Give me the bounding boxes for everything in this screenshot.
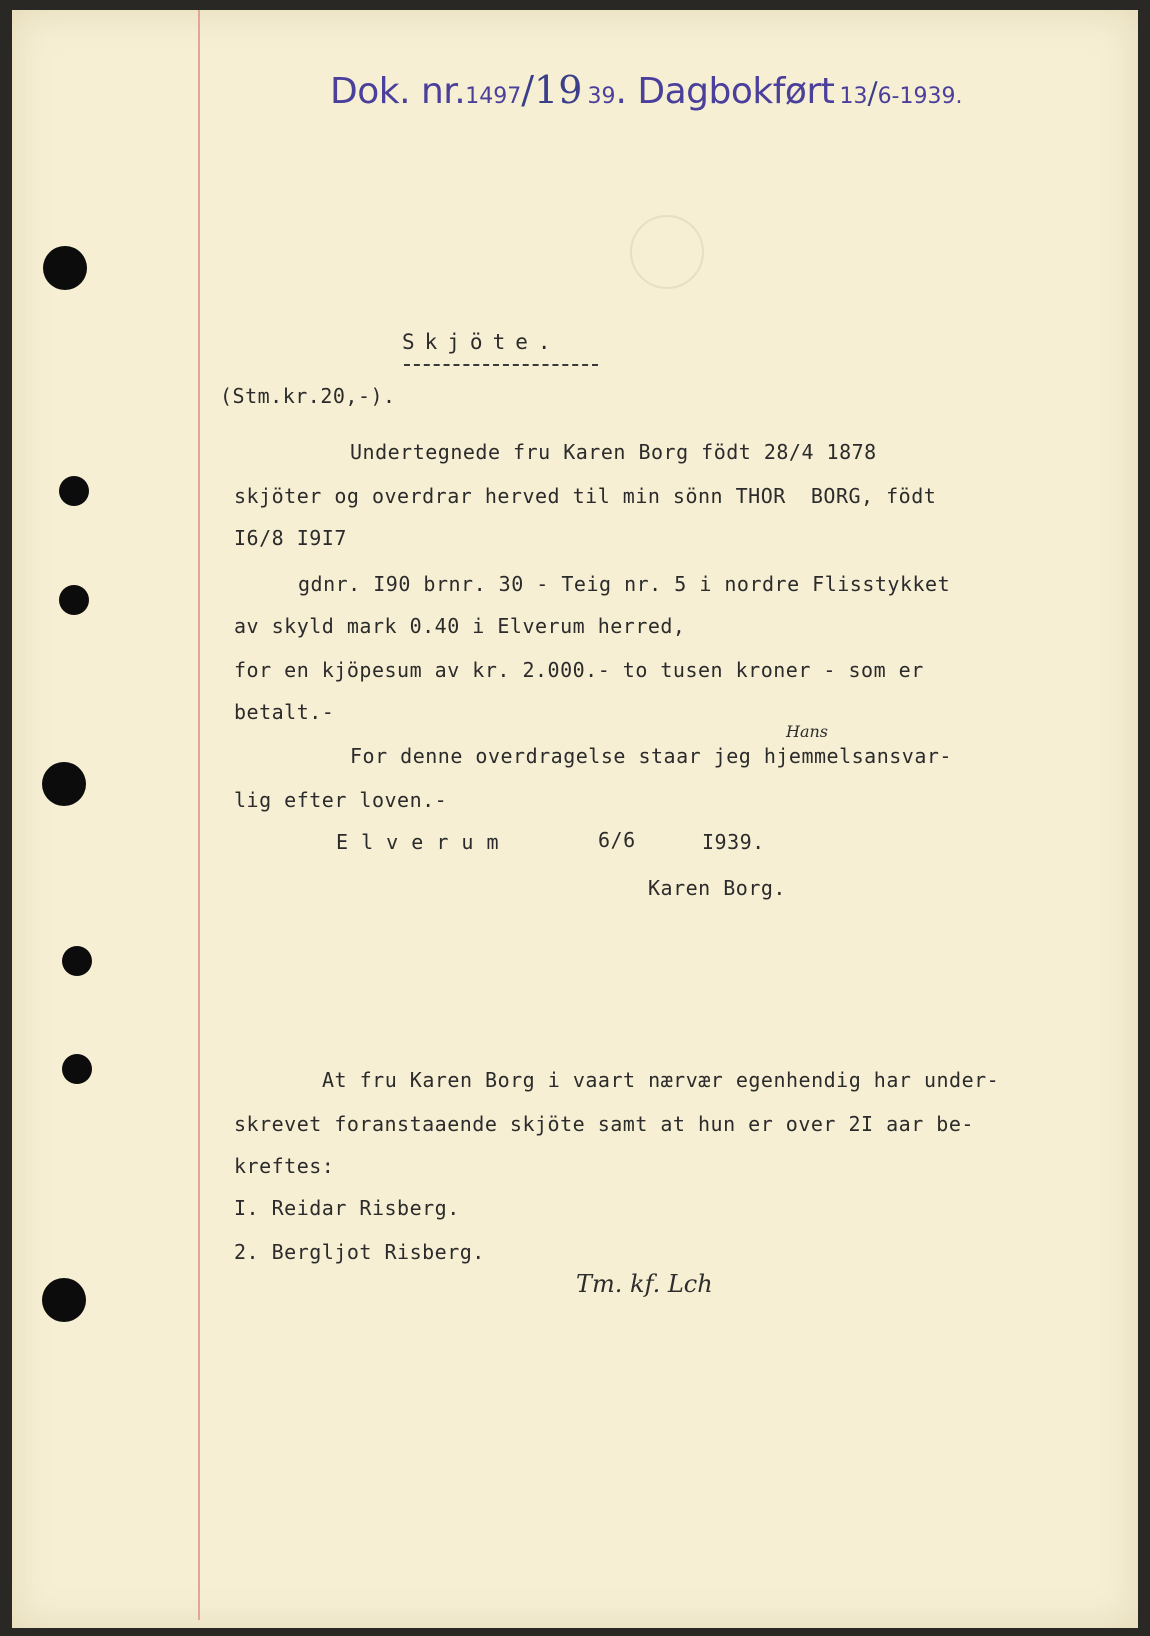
- margin-line: [198, 10, 200, 1620]
- punch-hole: [59, 585, 89, 615]
- witness-name: I. Reidar Risberg.: [234, 1196, 460, 1220]
- punch-hole: [43, 246, 87, 290]
- body-line: For denne overdragelse staar jeg hjemmelsansvar-: [350, 744, 952, 768]
- body-line: av skyld mark 0.40 i Elverum herred,: [234, 614, 686, 638]
- stamp-fee: (Stm.kr.20,-).: [220, 384, 396, 408]
- year: I939.: [702, 830, 765, 854]
- dagbokfort-day: 13: [839, 84, 868, 109]
- clerk-signature: Tm. kf. Lch: [576, 1270, 713, 1298]
- punch-hole: [62, 946, 92, 976]
- date-slash: /: [867, 76, 878, 111]
- witness-line: kreftes:: [234, 1154, 335, 1178]
- punch-hole: [62, 1054, 92, 1084]
- dok-label: Dok. nr.: [330, 71, 466, 112]
- punch-hole: [59, 476, 89, 506]
- title-underline: [404, 364, 598, 366]
- body-line: for en kjöpesum av kr. 2.000.- to tusen kroner - som er: [234, 658, 924, 682]
- bleed-through-stamp: [630, 215, 704, 289]
- seller-signature: Karen Borg.: [648, 876, 786, 900]
- witness-line: At fru Karen Borg i vaart nærvær egenhendig har under-: [322, 1068, 1000, 1092]
- dok-year-handwritten: /19: [521, 68, 583, 112]
- punch-hole: [42, 762, 86, 806]
- document-title: Skjöte.: [402, 330, 561, 354]
- place: E l v e r u m: [336, 830, 500, 854]
- dok-number: 1497: [465, 84, 522, 109]
- document-page: [12, 10, 1138, 1628]
- punch-hole: [42, 1278, 86, 1322]
- body-line: lig efter loven.-: [234, 788, 448, 812]
- dagbokfort-label: . Dagbokført: [615, 71, 835, 112]
- witness-line: skrevet foranstaaende skjöte samt at hun er over 2I aar be-: [234, 1112, 974, 1136]
- body-line: Undertegnede fru Karen Borg födt 28/4 1878: [350, 440, 877, 464]
- body-line: betalt.-: [234, 700, 335, 724]
- dok-year-typed: 39: [587, 84, 616, 109]
- registration-stamp: [330, 68, 962, 112]
- date: 6/6: [598, 828, 636, 852]
- dagbokfort-date: 6-1939.: [877, 84, 963, 109]
- body-line: gdnr. I90 brnr. 30 - Teig nr. 5 i nordre Flisstykket: [298, 572, 951, 596]
- body-line: skjöter og overdrar herved til min sönn THOR BORG, födt: [234, 484, 937, 508]
- handwritten-insert: Hans: [786, 722, 829, 741]
- witness-name: 2. Bergljot Risberg.: [234, 1240, 485, 1264]
- body-line: I6/8 I9I7: [234, 526, 347, 550]
